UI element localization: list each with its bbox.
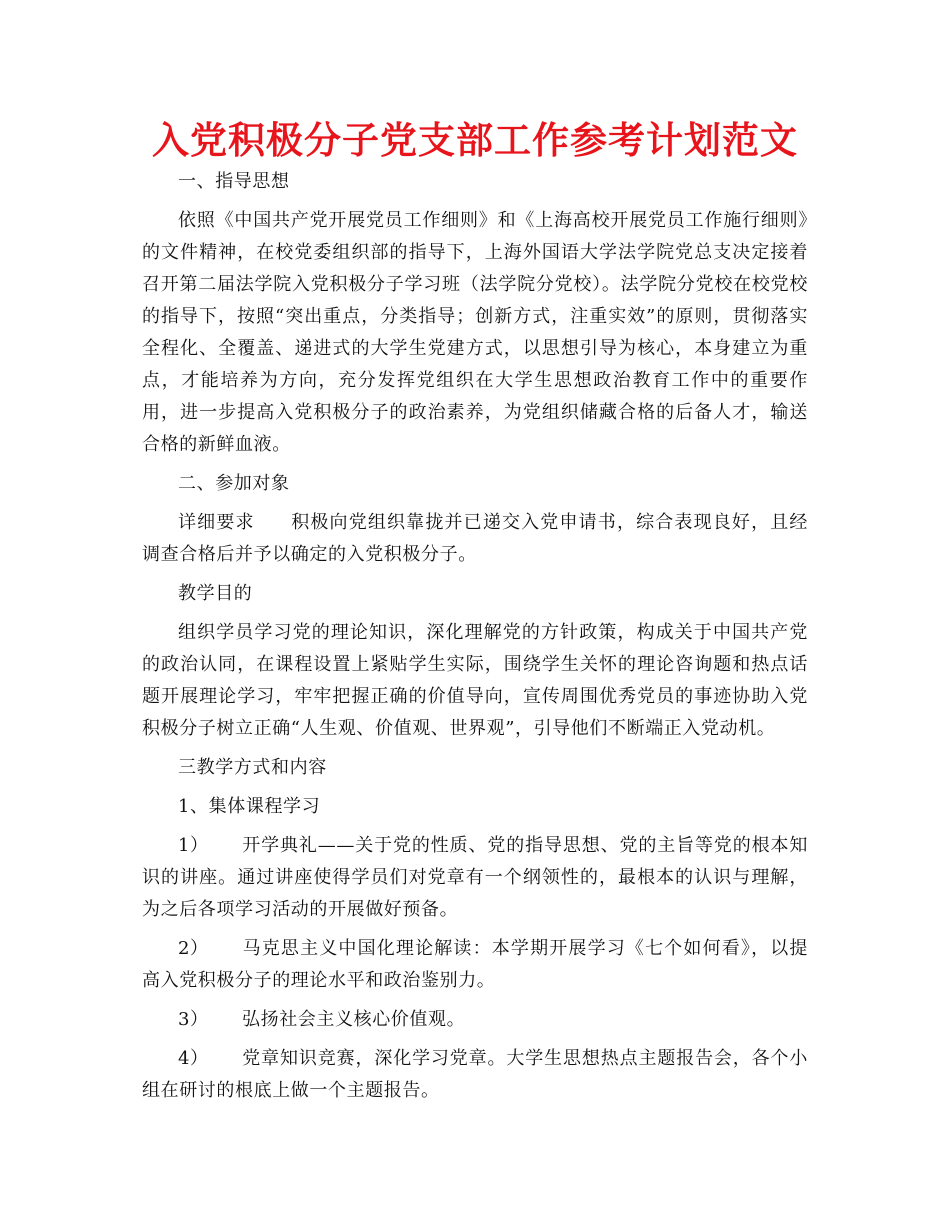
document-body <box>142 166 808 1107</box>
list-item-number: 3） <box>178 1009 209 1030</box>
list-item-number: 4） <box>178 1048 209 1069</box>
list-item-text: 弘扬社会主义核心价值观。 <box>242 1009 466 1030</box>
paragraph-teaching-goal: 组织学员学习党的理论知识，深化理解党的方针政策，构成关于中国共产党的政治认同，在课程设置上紧贴学生实际，围绕学生关怀的理论咨询题和热点话题开展理论学习，牢牢把握正确的价值导向，宣传周围优秀党员的事迹协助入党积极分子树立正确“人生观、价值观、世界观”，引导他们不断端正入党动机。 <box>142 622 808 739</box>
document-title: 入党积极分子党支部工作参考计划范文 <box>152 119 798 162</box>
list-item-number: 2） <box>178 938 209 959</box>
list-item <box>142 933 808 997</box>
paragraph-guiding-thought: 依照《中国共产党开展党员工作细则》和《上海高校开展党员工作施行细则》的文件精神，在校党委组织部的指导下，上海外国语大学法学院党总支决定接着召开第二届法学院入党积极分子学习班（法学院分党校）。法学院分党校在校党校的指导下，按照“突出重点，分类指导；创新方式，注重实效”的原则，贯彻落实全程化、全覆盖、递进式的大学生党建方式，以思想引导为核心，本身建立为重点，才能培养为方向，充分发挥党组织在大学生思想政治教育工作中的重要作用，进一步提高入党积极分子的政治素养，为党组织储藏合格的后备人才，输送合格的新鲜血液。 <box>142 210 808 455</box>
list-item <box>142 830 808 926</box>
list-item <box>142 1043 808 1107</box>
participants-text: 积极向党组织靠拢并已递交入党申请书，综合表现良好，且经调查合格后并予以确定的入党积极分子。 <box>142 512 808 565</box>
section-heading-teaching-goal: 教学目的 <box>178 583 253 604</box>
section-heading-guiding-thought: 一、指导思想 <box>178 171 290 192</box>
list-item-text: 马克思主义中国化理论解读：本学期开展学习《七个如何看》，以提高入党积极分子的理论水平和政治鉴别力。 <box>142 938 808 991</box>
list-item <box>142 1004 808 1036</box>
subsection-heading-group-course: 1、集体课程学习 <box>178 796 321 817</box>
section-heading-teaching-method: 三教学方式和内容 <box>178 757 327 778</box>
section-heading-participants: 二、参加对象 <box>178 473 290 494</box>
list-item-number: 1） <box>178 835 209 856</box>
list-item-text: 开学典礼——关于党的性质、党的指导思想、党的主旨等党的根本知识的讲座。通过讲座使得学员们对党章有一个纲领性的，最根本的认识与理解，为之后各项学习活动的开展做好预备。 <box>142 835 808 920</box>
paragraph-participants <box>142 507 808 571</box>
list-item-text: 党章知识竞赛，深化学习党章。大学生思想热点主题报告会，各个小组在研讨的根底上做一个主题报告。 <box>142 1048 808 1101</box>
participants-label: 详细要求 <box>178 512 255 533</box>
